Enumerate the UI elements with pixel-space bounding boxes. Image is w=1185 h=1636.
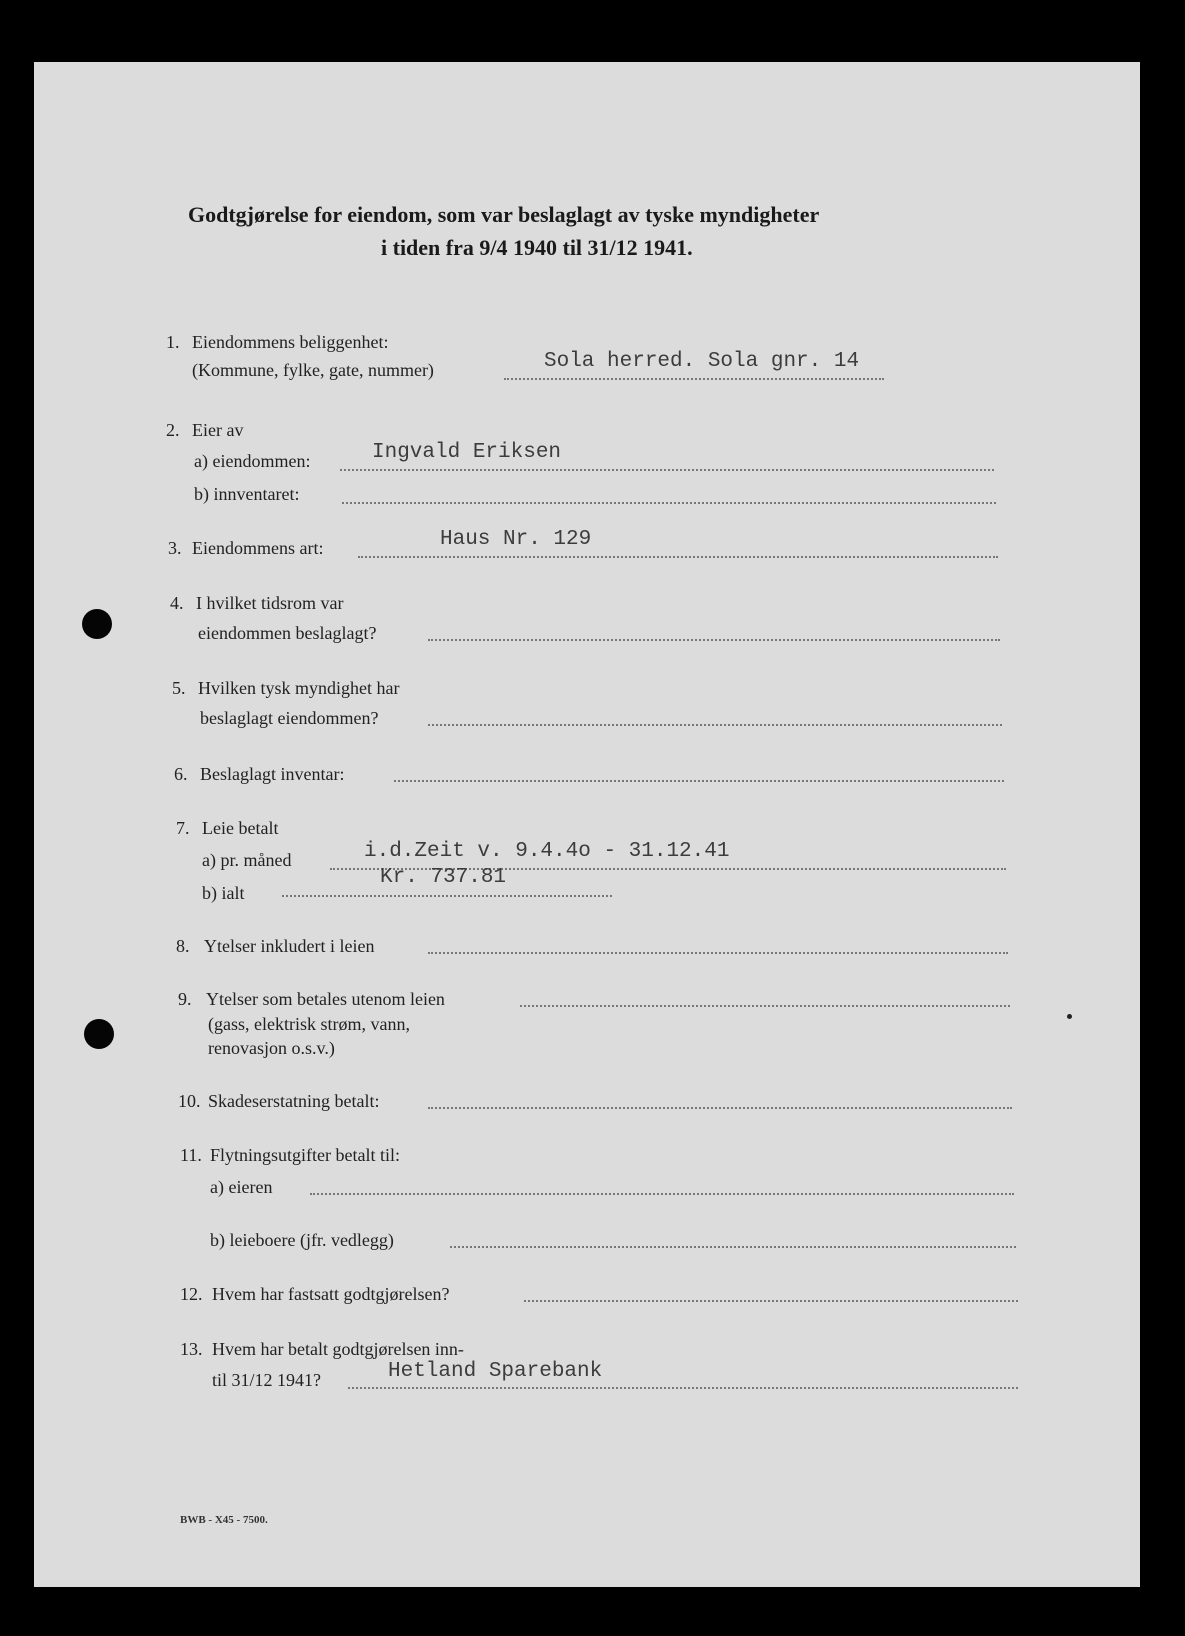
q3-answer: Haus Nr. 129 xyxy=(440,528,592,551)
q8-label: Ytelser inkludert i leien xyxy=(204,936,375,956)
q10-number: 10. xyxy=(178,1091,201,1111)
paper-speck xyxy=(1067,1014,1072,1019)
q9-label-line3: renovasjon o.s.v.) xyxy=(208,1038,335,1058)
q4-label: I hvilket tidsrom var xyxy=(196,593,344,613)
q1-number: 1. xyxy=(166,332,180,352)
q5-label-continued: beslaglagt eiendommen? xyxy=(200,708,379,728)
q8-answer-line xyxy=(428,952,1008,954)
q2a-answer-line xyxy=(340,469,994,471)
q1-answer-line xyxy=(504,378,884,380)
q4-answer-line xyxy=(428,639,1000,641)
q4-label-continued: eiendommen beslaglagt? xyxy=(198,623,377,643)
q2a-answer: Ingvald Eriksen xyxy=(372,441,562,464)
q2-label: Eier av xyxy=(192,420,244,440)
q6-number: 6. xyxy=(174,764,188,784)
q9-label-line2: (gass, elektrisk strøm, vann, xyxy=(208,1014,410,1034)
q2-number: 2. xyxy=(166,420,180,440)
q10-label: Skadeserstatning betalt: xyxy=(208,1091,380,1111)
q2b-answer-line xyxy=(342,502,996,504)
q13-number: 13. xyxy=(180,1339,203,1359)
q1-answer: Sola herred. Sola gnr. 14 xyxy=(544,350,860,373)
q9-label: Ytelser som betales utenom leien xyxy=(206,989,445,1009)
q7-label: Leie betalt xyxy=(202,818,279,838)
q11b-label: b) leieboere (jfr. vedlegg) xyxy=(210,1230,394,1250)
q1-sublabel: (Kommune, fylke, gate, nummer) xyxy=(192,360,434,380)
q10-answer-line xyxy=(428,1107,1012,1109)
q3-label: Eiendommens art: xyxy=(192,538,324,558)
q7b-label: b) ialt xyxy=(202,883,245,903)
q11a-answer-line xyxy=(310,1193,1014,1195)
q13-answer: Hetland Sparebank xyxy=(388,1360,603,1383)
q8-number: 8. xyxy=(176,936,190,956)
q7a-label: a) pr. måned xyxy=(202,850,292,870)
q2b-label: b) innventaret: xyxy=(194,484,300,504)
q13-answer-line xyxy=(348,1387,1018,1389)
q11-number: 11. xyxy=(180,1145,202,1165)
q2a-label: a) eiendommen: xyxy=(194,451,311,471)
q11-label: Flytningsutgifter betalt til: xyxy=(210,1145,400,1165)
q1-label: Eiendommens beliggenhet: xyxy=(192,332,389,352)
print-code: BWB - X45 - 7500. xyxy=(180,1514,268,1526)
punch-hole-bottom xyxy=(84,1019,114,1049)
q5-number: 5. xyxy=(172,678,186,698)
q13-label-continued: til 31/12 1941? xyxy=(212,1370,321,1390)
q7b-answer: Kr. 737.81 xyxy=(380,866,507,889)
q5-answer-line xyxy=(428,724,1002,726)
q13-label: Hvem har betalt godtgjørelsen inn- xyxy=(212,1339,464,1359)
q9-number: 9. xyxy=(178,989,192,1009)
q11a-label: a) eieren xyxy=(210,1177,273,1197)
q7-number: 7. xyxy=(176,818,190,838)
q7b-answer-line xyxy=(282,895,612,897)
q3-answer-line xyxy=(358,556,998,558)
form-title-line1: Godtgjørelse for eiendom, som var beslaglagt av tyske myndigheter xyxy=(188,202,820,227)
q11b-answer-line xyxy=(450,1246,1016,1248)
q12-label: Hvem har fastsatt godtgjørelsen? xyxy=(212,1284,450,1304)
q4-number: 4. xyxy=(170,593,184,613)
punch-hole-top xyxy=(82,609,112,639)
q3-number: 3. xyxy=(168,538,182,558)
q5-label: Hvilken tysk myndighet har xyxy=(198,678,400,698)
q6-answer-line xyxy=(394,780,1004,782)
form-title-line2: i tiden fra 9/4 1940 til 31/12 1941. xyxy=(381,235,693,260)
q9-answer-line xyxy=(520,1005,1010,1007)
q12-answer-line xyxy=(524,1300,1018,1302)
q12-number: 12. xyxy=(180,1284,203,1304)
q7a-answer: i.d.Zeit v. 9.4.4o - 31.12.41 xyxy=(364,840,730,863)
q6-label: Beslaglagt inventar: xyxy=(200,764,345,784)
